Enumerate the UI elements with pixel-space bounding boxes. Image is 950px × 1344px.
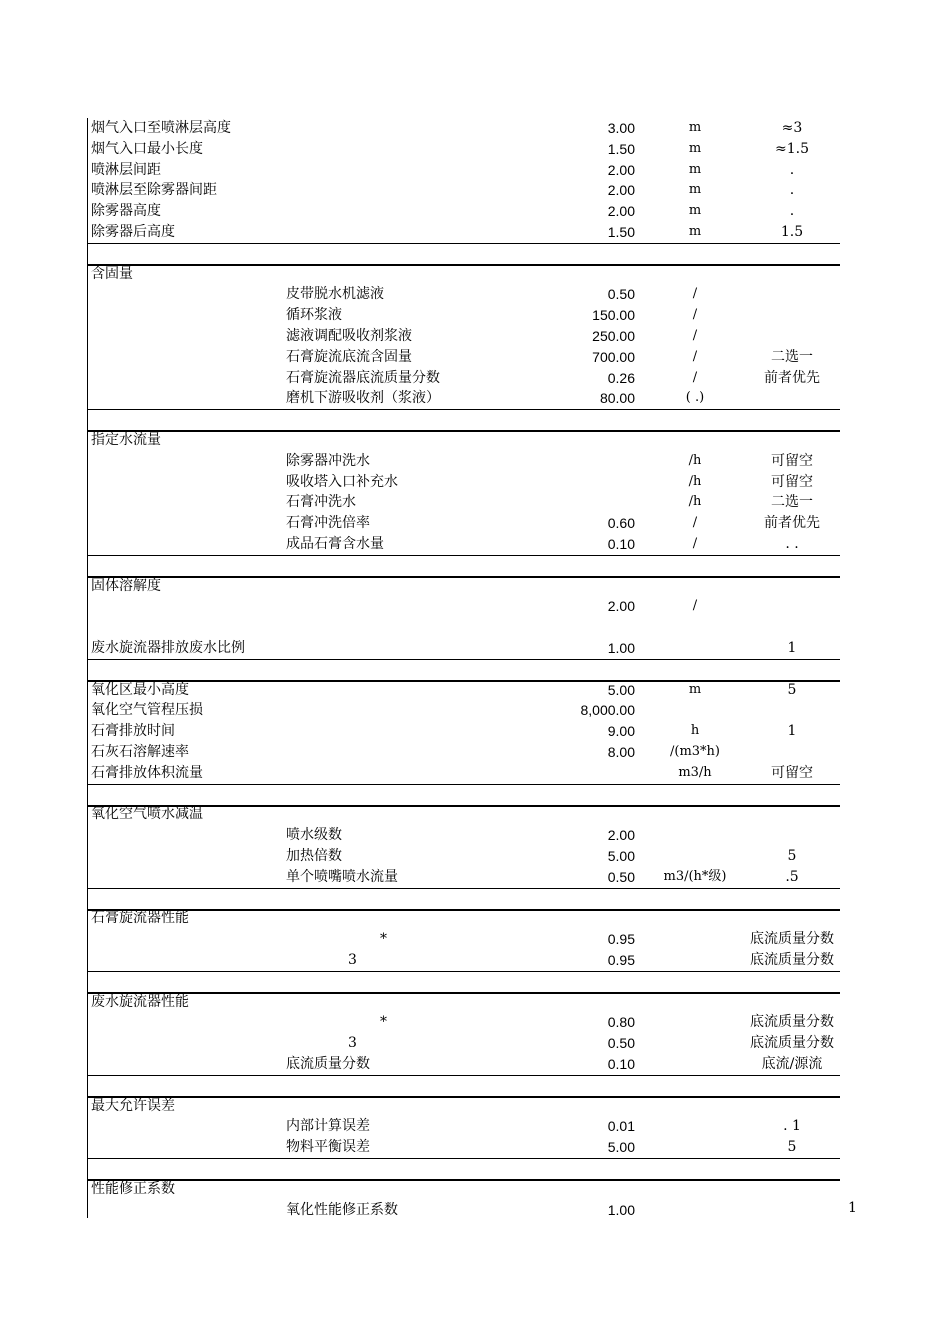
row-note: 5 [787,848,797,864]
row-value: 1.50 [607,140,635,157]
row-value: 9.00 [607,723,635,740]
row-unit: m [688,203,702,219]
row-value: 2.00 [607,827,635,844]
row-value: 8,000.00 [580,702,635,719]
row-sublabel: 皮带脱水机滤液 [286,286,384,303]
row-value: 5.00 [607,848,635,864]
section-divider [87,909,840,911]
row-sublabel: 喷水级数 [286,827,342,844]
row-unit: m [688,224,702,239]
row-label: 喷淋层至除雾器间距 [91,182,217,199]
row-value: 0.60 [607,515,635,532]
row-value: 250.00 [592,328,635,344]
row-note: . . [785,536,799,552]
row-note: 前者优先 [764,369,820,386]
row-underline [87,888,840,889]
row-mark: * [380,1014,387,1031]
row-label: 石膏旋流器性能 [91,910,189,927]
row-unit: / [692,598,698,614]
row-label: 含固量 [91,265,133,282]
row-sublabel: 加热倍数 [286,848,342,864]
row-mark: * [380,931,387,948]
row-unit: / [692,328,698,343]
row-sublabel: 石膏旋流器底流质量分数 [286,369,440,386]
row-note: ≈3 [781,120,803,136]
row-unit: / [692,536,698,551]
row-value: 0.10 [607,1056,635,1072]
row-note: 可留空 [771,452,813,469]
row-note: . [789,203,795,220]
row-note: 底流质量分数 [750,931,834,948]
row-unit: / [692,348,698,364]
row-value: 0.50 [607,286,635,303]
row-note: 1 [787,640,797,656]
row-sublabel: 石膏旋流底流含固量 [286,348,412,365]
row-sublabel: 循环浆液 [286,307,342,324]
row-unit: ( .) [685,390,705,406]
row-sublabel: 物料平衡误差 [286,1139,370,1156]
row-value: 0.10 [607,536,635,552]
row-value: 3.00 [607,120,635,136]
row-underline [87,1158,840,1159]
row-unit: /h [688,494,702,510]
row-note: 5 [787,1139,797,1156]
row-note: 5 [787,681,797,698]
row-sublabel: 单个喷嘴喷水流量 [286,868,398,885]
row-value: 2.00 [607,182,635,199]
row-label: 石膏排放时间 [91,723,175,740]
row-label: 除雾器后高度 [91,224,175,240]
row-mark: 3 [348,952,357,968]
row-label: 石膏排放体积流量 [91,764,203,781]
row-note: 1.5 [780,224,804,240]
section-divider [87,430,840,432]
row-note: 二选一 [771,494,813,511]
row-sublabel: 石膏冲洗水 [286,494,356,511]
row-unit: /(m3*h) [670,744,720,759]
row-unit: / [692,369,698,385]
row-value: 1.00 [607,1201,635,1218]
row-value: 0.50 [607,868,635,885]
row-label: 固体溶解度 [91,577,161,594]
section-divider [87,576,840,578]
row-sublabel: 内部计算误差 [286,1118,370,1135]
row-value: 5.00 [607,1139,635,1156]
row-unit: m3/h [678,764,712,780]
row-label: 喷淋层间距 [91,161,161,178]
row-unit: h [690,723,700,739]
row-mark: 3 [348,1035,357,1052]
row-note: . 1 [783,1118,801,1135]
page-number: 1 [848,1200,857,1216]
row-note: 可留空 [771,764,813,781]
row-value: 0.80 [607,1014,635,1031]
row-sublabel: 除雾器冲洗水 [286,452,370,469]
row-label: 废水旋流器排放废水比例 [91,640,245,656]
row-value: 0.26 [607,369,635,386]
row-label: 除雾器高度 [91,203,161,220]
row-underline [87,409,840,410]
row-note: 底流/源流 [761,1056,823,1072]
row-unit: m [688,140,702,156]
row-value: 8.00 [607,744,635,760]
row-underline [87,784,840,785]
row-unit: / [692,515,698,531]
row-unit: /h [688,473,702,489]
row-unit: m [688,161,702,177]
row-sublabel: 磨机下游吸收剂（浆液） [286,390,440,407]
row-label: 石灰石溶解速率 [91,744,189,760]
row-sublabel: 石膏冲洗倍率 [286,515,370,532]
row-unit: m [688,681,702,697]
row-value: 0.95 [607,952,635,968]
row-value: 2.00 [607,161,635,178]
left-border-line [87,118,88,1218]
row-sublabel: 底流质量分数 [286,1056,370,1072]
row-value: 0.50 [607,1035,635,1052]
row-unit: m3/(h*级) [663,868,727,884]
row-value: 0.01 [607,1118,635,1135]
row-label: 氧化区最小高度 [91,681,189,698]
row-note: ≈1.5 [775,140,809,157]
row-note: 前者优先 [764,515,820,532]
row-label: 烟气入口至喷淋层高度 [91,120,231,136]
row-label: 氧化空气管程压损 [91,702,203,719]
row-value: 1.50 [607,224,635,240]
row-label: 性能修正系数 [91,1180,175,1197]
row-label: 废水旋流器性能 [91,993,189,1010]
row-value: 2.00 [607,203,635,220]
row-underline [87,971,840,972]
row-note: 底流质量分数 [750,1035,834,1052]
row-label: 指定水流量 [91,432,161,448]
section-divider [87,992,840,994]
row-sublabel: 成品石膏含水量 [286,536,384,552]
row-value: 80.00 [599,390,635,407]
row-note: 可留空 [771,473,813,490]
row-note: 底流质量分数 [750,1014,834,1031]
row-underline [87,555,840,556]
row-label: 最大允许误差 [91,1097,175,1114]
row-value: 700.00 [592,348,635,365]
row-note: . [789,161,795,178]
row-unit: m [688,182,702,198]
row-sublabel: 滤液调配吸收剂浆液 [286,328,412,344]
row-note: .5 [785,868,799,885]
row-value: 2.00 [607,598,635,615]
row-note: 1 [787,723,797,740]
row-underline [87,659,840,660]
section-divider [87,264,840,266]
row-unit: /h [688,452,702,468]
row-unit: m [688,120,702,135]
row-value: 0.95 [607,931,635,948]
row-note: . [789,182,795,199]
row-value: 150.00 [592,307,635,324]
row-underline [87,243,840,244]
row-label: 氧化空气喷水减温 [91,806,203,823]
row-note: 二选一 [771,348,813,365]
row-sublabel: 氧化性能修正系数 [286,1201,398,1218]
row-value: 1.00 [607,640,635,656]
row-sublabel: 吸收塔入口补充水 [286,473,398,490]
row-label: 烟气入口最小长度 [91,140,203,157]
row-value: 5.00 [607,681,635,698]
row-note: 底流质量分数 [750,952,834,968]
row-underline [87,1075,840,1076]
row-unit: / [692,307,698,323]
row-unit: / [692,286,698,302]
section-divider [87,1096,840,1098]
section-divider [87,1179,840,1181]
